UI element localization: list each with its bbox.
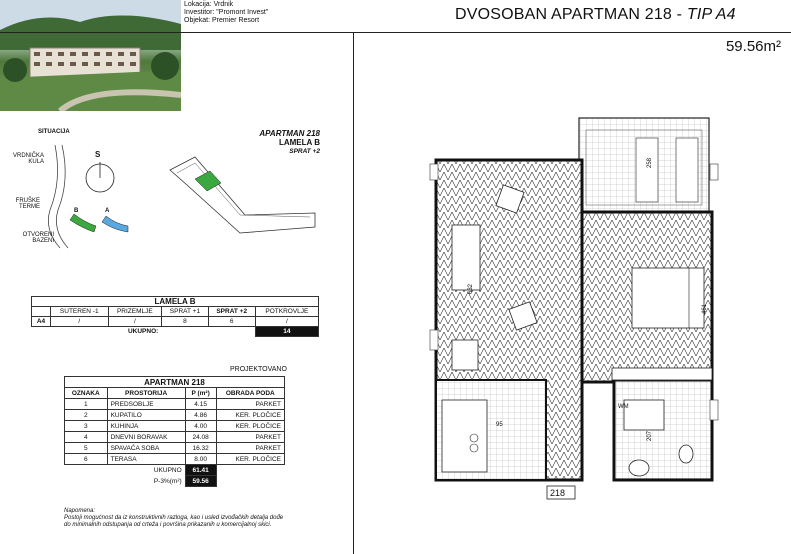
dim-label: 207 — [647, 430, 654, 442]
washbasin — [629, 460, 649, 476]
lamela-header: POTKROVLJE — [255, 307, 318, 317]
north-label: S — [95, 150, 101, 159]
objekat: Objekat: Premier Resort — [184, 17, 260, 24]
lounger — [636, 138, 658, 202]
lamela-cell: / — [108, 317, 162, 327]
building-photo — [0, 0, 181, 111]
ukupno-label: UKUPNO — [65, 465, 186, 476]
table-row: 6 TERASA 8.00 KER. PLOČICE — [65, 454, 285, 465]
highlighted-apartment-shape — [195, 171, 221, 191]
lamela-header: SPRAT +1 — [162, 307, 208, 317]
room-header: OZNAKA — [65, 388, 108, 399]
lokacija: Lokacija: Vrdnik — [184, 1, 234, 8]
apt-info-sprat: SPRAT +2 — [289, 148, 320, 155]
ukupno-value: 61.41 — [185, 465, 216, 476]
shower — [624, 400, 664, 430]
p3-value: 59.56 — [185, 476, 216, 487]
lamela-table — [31, 296, 319, 337]
room-header: P (m²) — [185, 388, 216, 399]
apt-info-name: APARTMAN 218 — [259, 129, 320, 138]
column-divider — [353, 32, 354, 554]
lamela-total: 14 — [255, 327, 318, 337]
table-row: 4 DNEVNI BORAVAK 24.08 PARKET — [65, 432, 285, 443]
apartment-area: 59.56m² — [725, 38, 781, 55]
bed — [632, 268, 704, 328]
lounger — [676, 138, 698, 202]
table-row: 2 KUPATILO 4.86 KER. PLOČICE — [65, 410, 285, 421]
situacija-label: SITUACIJA — [38, 129, 70, 135]
lamela-total-label: UKUPNO: — [32, 327, 256, 337]
room-header: PROSTORIJA — [107, 388, 185, 399]
kitchen-counter — [442, 400, 487, 472]
wardrobe — [612, 368, 712, 380]
p3-label: P-3%(m²) — [153, 477, 182, 485]
toilet — [679, 445, 693, 463]
building-illustration — [0, 0, 181, 111]
lamela-cell: 8 — [162, 317, 208, 327]
place-bazeni: OTVORENI BAZENI — [22, 232, 54, 244]
napomena-label: Napomena: — [64, 508, 96, 514]
block-a-shape — [102, 216, 128, 232]
building-key-plan — [165, 155, 325, 245]
napomena — [64, 508, 289, 529]
lamela-cell: 6 — [208, 317, 255, 327]
page-title: DVOSOBAN APARTMAN 218 - TIP A4 — [455, 6, 736, 23]
lamela-row-label: A4 — [32, 317, 51, 327]
table-row: 5 SPAVAĆA SOBA 16.32 PARKET — [65, 443, 285, 454]
room-header: OBRADA PODA — [216, 388, 284, 399]
lamela-table-title: LAMELA B — [32, 297, 319, 307]
dim-label: 95 — [496, 422, 503, 428]
projektovano-label: PROJEKTOVANO — [230, 366, 287, 373]
room-table — [64, 376, 285, 487]
sofa — [452, 225, 480, 290]
table-row: 1 PREDSOBLJE 4.15 PARKET — [65, 399, 285, 410]
header-divider — [0, 32, 791, 33]
floor-plan — [424, 100, 724, 500]
apt-info-lamela: LAMELA B — [278, 138, 320, 147]
project-meta — [184, 1, 268, 25]
apartment-info — [240, 129, 320, 156]
block-a-label: A — [105, 208, 110, 214]
wm-label: WM — [618, 404, 629, 410]
table-row: 3 KUHINJA 4.00 KER. PLOČICE — [65, 421, 285, 432]
block-b-shape — [70, 214, 96, 232]
lamela-cell: / — [255, 317, 318, 327]
dim-label: 461 — [702, 303, 709, 315]
plan-apartment-number: 218 — [550, 488, 566, 498]
investitor: Investitor: "Promont Invest" — [184, 9, 269, 16]
dim-label: 258 — [647, 157, 654, 169]
lamela-cell: / — [51, 317, 109, 327]
block-b-label: B — [74, 208, 79, 214]
dim-label: 632 — [468, 283, 475, 295]
place-fruske: FRUŠKE TERME — [15, 198, 40, 210]
lamela-header: SPRAT +2 — [208, 307, 255, 317]
room-table-title: APARTMAN 218 — [65, 377, 285, 388]
lamela-header: PRIZEMLJE — [108, 307, 162, 317]
lamela-header: SUTEREN -1 — [51, 307, 109, 317]
place-vrdnicka: VRDNIČKA KULA — [12, 153, 44, 165]
dining-table — [452, 340, 478, 370]
napomena-text: Postoji mogućnost da iz konstruktivnih razloga, kao i usled izvođačkih detalja dođe do minimalnih odstupanja od crteža i površina prikazanih u komercijalnoj skici. — [64, 515, 284, 528]
